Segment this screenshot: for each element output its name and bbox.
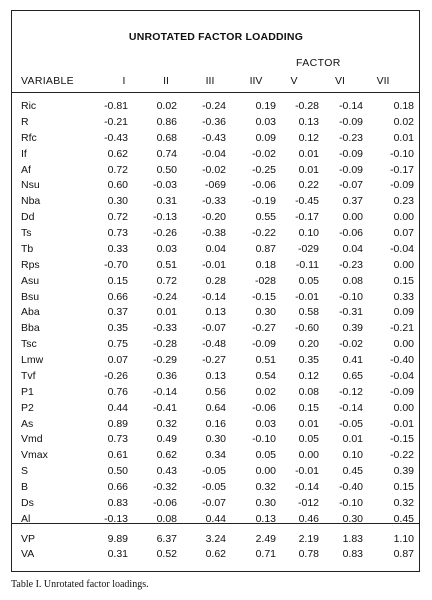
loading-cell: -0.26: [153, 227, 177, 240]
loading-cell: -0.14: [339, 100, 363, 112]
loading-cell: 0.13: [205, 306, 226, 319]
loading-cell: -0.09: [390, 385, 414, 398]
loading-cell: -0.14: [339, 401, 363, 414]
loading-cell: -0.32: [153, 481, 177, 494]
table-row: [0, 164, 432, 178]
loading-cell: 0.32: [255, 481, 276, 494]
loading-cell: 1.10: [393, 533, 414, 545]
loading-cell: 0.01: [342, 433, 363, 446]
loading-cell: -0.05: [202, 481, 226, 494]
loading-cell: 0.35: [298, 354, 319, 367]
variable-name: VA: [21, 548, 35, 560]
loading-cell: -028: [254, 274, 276, 287]
loading-cell: 0.00: [255, 465, 276, 478]
loading-cell: 0.56: [205, 385, 226, 398]
loading-cell: -0.22: [252, 227, 276, 240]
loading-cell: 0.01: [298, 163, 319, 176]
loading-cell: 0.73: [107, 227, 128, 240]
loading-cell: -0.02: [339, 338, 363, 351]
loading-cell: 0.44: [205, 512, 226, 525]
loading-cell: 0.05: [255, 449, 276, 462]
loading-cell: 0.68: [156, 131, 177, 144]
loading-cell: 0.22: [298, 179, 319, 192]
loading-cell: -069: [204, 179, 226, 192]
loading-cell: 0.31: [156, 195, 177, 208]
loading-cell: 0.08: [298, 385, 319, 398]
table-row: [0, 100, 432, 114]
variable-header: VARIABLE: [21, 75, 74, 87]
loading-cell: 0.10: [298, 227, 319, 240]
loading-cell: -0.33: [202, 195, 226, 208]
loading-cell: 2.19: [298, 533, 319, 545]
table-row: [0, 259, 432, 273]
factor-header: FACTOR: [296, 57, 341, 69]
loading-cell: 0.60: [107, 179, 128, 192]
loading-cell: 0.37: [342, 195, 363, 208]
loading-cell: -0.01: [202, 258, 226, 271]
header-rule: [11, 92, 420, 93]
loading-cell: 0.51: [255, 354, 276, 367]
table-row: [0, 418, 432, 432]
loading-cell: 0.28: [205, 274, 226, 287]
table-row: [0, 465, 432, 479]
loading-cell: -0.07: [202, 322, 226, 335]
loading-cell: -0.21: [390, 322, 414, 335]
loading-cell: -0.02: [202, 163, 226, 176]
loading-cell: 0.65: [342, 369, 363, 382]
loading-cell: -0.05: [339, 417, 363, 430]
loading-cell: -0.41: [153, 401, 177, 414]
loading-cell: 0.02: [393, 115, 414, 128]
loading-cell: 0.34: [205, 449, 226, 462]
loading-cell: 0.18: [255, 258, 276, 271]
loading-cell: 0.58: [298, 306, 319, 319]
loading-cell: -012: [297, 497, 319, 509]
loading-cell: 0.01: [298, 147, 319, 160]
loading-cell: 0.52: [156, 548, 177, 560]
loading-cell: -0.09: [390, 179, 414, 192]
loading-cell: -0.29: [153, 354, 177, 367]
variable-name: Tsc: [21, 338, 37, 351]
table-row: [0, 291, 432, 305]
loading-cell: 0.78: [298, 548, 319, 560]
loading-cell: -0.07: [339, 179, 363, 192]
loading-cell: 0.43: [156, 465, 177, 478]
column-header-2: II: [163, 75, 169, 87]
table-row: [0, 195, 432, 209]
loading-cell: -0.04: [202, 147, 226, 160]
loading-cell: -0.19: [252, 195, 276, 208]
loading-cell: 0.66: [107, 481, 128, 494]
variable-name: Rps: [21, 258, 40, 271]
loading-cell: 0.04: [205, 242, 226, 255]
table-row: [0, 370, 432, 384]
loading-cell: 0.55: [255, 211, 276, 224]
loading-cell: 0.09: [393, 306, 414, 319]
variable-name: If: [21, 147, 27, 160]
table-row: [0, 148, 432, 162]
variable-name: Ts: [21, 227, 32, 240]
table-row: [0, 243, 432, 257]
variable-name: Aba: [21, 306, 40, 319]
loading-cell: 3.24: [205, 533, 226, 545]
variable-name: Dd: [21, 211, 35, 224]
loading-cell: 0.33: [393, 290, 414, 303]
table-row: [0, 548, 432, 562]
loading-cell: -0.09: [339, 163, 363, 176]
loading-cell: 0.87: [255, 242, 276, 255]
loading-cell: -0.36: [202, 115, 226, 128]
loading-cell: -0.15: [390, 433, 414, 446]
loading-cell: 0.00: [342, 211, 363, 224]
loading-cell: -0.10: [339, 497, 363, 509]
loading-cell: 0.15: [298, 401, 319, 414]
loading-cell: 0.10: [342, 449, 363, 462]
table-caption: Table I. Unrotated factor loadings.: [11, 579, 149, 590]
loading-cell: -0.27: [202, 354, 226, 367]
variable-name: Asu: [21, 274, 40, 287]
loading-cell: 0.64: [205, 401, 226, 414]
loading-cell: 0.83: [107, 497, 128, 509]
loading-cell: 0.89: [107, 417, 128, 430]
loading-cell: -0.24: [202, 100, 226, 112]
loading-cell: 0.20: [298, 338, 319, 351]
loading-cell: -0.28: [153, 338, 177, 351]
loading-cell: 0.30: [107, 195, 128, 208]
variable-name: Al: [21, 512, 31, 525]
loading-cell: 0.50: [156, 163, 177, 176]
loading-cell: -0.22: [390, 449, 414, 462]
table-row: [0, 402, 432, 416]
loading-cell: -0.60: [295, 322, 319, 335]
loading-cell: 0.41: [342, 354, 363, 367]
loading-cell: 0.30: [255, 497, 276, 509]
loading-cell: 9.89: [107, 533, 128, 545]
loading-cell: 0.36: [156, 369, 177, 382]
loading-cell: -0.23: [339, 131, 363, 144]
table-row: [0, 227, 432, 241]
variable-name: R: [21, 115, 29, 128]
loading-cell: 0.62: [156, 449, 177, 462]
loading-cell: -0.14: [295, 481, 319, 494]
loading-cell: 0.61: [107, 449, 128, 462]
loading-cell: -0.12: [339, 385, 363, 398]
loading-cell: 0.72: [107, 163, 128, 176]
loading-cell: 0.83: [342, 548, 363, 560]
loading-cell: -0.33: [153, 322, 177, 335]
loading-cell: -0.09: [339, 115, 363, 128]
loading-cell: 0.05: [298, 433, 319, 446]
loading-cell: -0.15: [252, 290, 276, 303]
loading-cell: 0.62: [107, 147, 128, 160]
loading-cell: 0.30: [205, 433, 226, 446]
loading-cell: 0.39: [342, 322, 363, 335]
loading-cell: 0.13: [205, 369, 226, 382]
loading-cell: 2.49: [255, 533, 276, 545]
column-header-7: VII: [376, 75, 390, 87]
column-header-6: VI: [335, 75, 345, 87]
loading-cell: 0.33: [107, 242, 128, 255]
loading-cell: -0.26: [104, 369, 128, 382]
loading-cell: -0.48: [202, 338, 226, 351]
loading-cell: -0.10: [252, 433, 276, 446]
variable-name: Bba: [21, 322, 40, 335]
loading-cell: -0.23: [339, 258, 363, 271]
loading-cell: 0.73: [107, 433, 128, 446]
loading-cell: 0.46: [298, 512, 319, 525]
loading-cell: 0.00: [393, 401, 414, 414]
loading-cell: 0.62: [205, 548, 226, 560]
variable-name: S: [21, 465, 29, 478]
loading-cell: 0.01: [156, 306, 177, 319]
loading-cell: 0.09: [255, 131, 276, 144]
loading-cell: -0.17: [295, 211, 319, 224]
loading-cell: -0.40: [339, 481, 363, 494]
loading-cell: 0.07: [393, 227, 414, 240]
table-row: [0, 449, 432, 463]
loading-cell: 0.03: [255, 115, 276, 128]
loading-cell: -0.40: [390, 354, 414, 367]
loading-cell: -0.02: [252, 147, 276, 160]
loading-cell: 0.12: [298, 369, 319, 382]
loading-cell: -0.06: [252, 179, 276, 192]
loading-cell: -0.81: [104, 100, 128, 112]
variable-name: As: [21, 417, 34, 430]
loading-cell: 0.08: [156, 512, 177, 525]
table-row: [0, 322, 432, 336]
loading-cell: -0.07: [202, 497, 226, 509]
loading-cell: -0.03: [153, 179, 177, 192]
variable-name: Bsu: [21, 290, 40, 303]
table-row: [0, 513, 432, 527]
loading-cell: 0.15: [393, 274, 414, 287]
table-row: [0, 497, 432, 511]
loading-cell: -0.13: [104, 512, 128, 525]
loading-cell: 0.04: [342, 242, 363, 255]
loading-cell: 0.35: [107, 322, 128, 335]
loading-cell: -0.43: [202, 131, 226, 144]
loading-cell: 0.72: [107, 211, 128, 224]
loading-cell: 0.00: [393, 258, 414, 271]
loading-cell: 0.30: [342, 512, 363, 525]
variable-name: VP: [21, 533, 36, 545]
variable-name: Lmw: [21, 354, 44, 367]
variable-name: P2: [21, 401, 34, 414]
loading-cell: 0.51: [156, 258, 177, 271]
loading-cell: 0.00: [393, 338, 414, 351]
table-row: [0, 354, 432, 368]
column-header-4: IIV: [249, 75, 263, 87]
loading-cell: -0.21: [104, 115, 128, 128]
loading-cell: 0.05: [298, 274, 319, 287]
loading-cell: -0.14: [202, 290, 226, 303]
loading-cell: 0.74: [156, 147, 177, 160]
table-row: [0, 433, 432, 447]
variable-name: Tvf: [21, 369, 36, 382]
variable-name: Tb: [21, 242, 34, 255]
loading-cell: 0.54: [255, 369, 276, 382]
loading-cell: -0.06: [252, 401, 276, 414]
loading-cell: 0.45: [393, 512, 414, 525]
loading-cell: 0.13: [255, 512, 276, 525]
variable-name: Af: [21, 163, 31, 176]
summary-rule: [11, 523, 420, 524]
loading-cell: -0.06: [153, 497, 177, 509]
variable-name: Ric: [21, 100, 37, 112]
loading-cell: 0.12: [298, 131, 319, 144]
column-header-5: V: [290, 75, 298, 87]
loading-cell: 0.30: [255, 306, 276, 319]
loading-cell: -0.25: [252, 163, 276, 176]
variable-name: Vmd: [21, 433, 43, 446]
loading-cell: 1.83: [342, 533, 363, 545]
loading-cell: 0.01: [298, 417, 319, 430]
loading-cell: -0.01: [390, 417, 414, 430]
loading-cell: -0.38: [202, 227, 226, 240]
loading-cell: 0.71: [255, 548, 276, 560]
variable-name: Vmax: [21, 449, 48, 462]
loading-cell: -0.11: [295, 258, 319, 271]
loading-cell: 6.37: [156, 533, 177, 545]
loading-cell: 0.13: [298, 115, 319, 128]
loading-cell: -0.01: [295, 465, 319, 478]
loading-cell: 0.19: [255, 100, 276, 112]
loading-cell: 0.02: [255, 385, 276, 398]
loading-cell: -0.31: [339, 306, 363, 319]
table-row: [0, 306, 432, 320]
loading-cell: 0.00: [298, 449, 319, 462]
variable-name: Nba: [21, 195, 41, 208]
loading-cell: 0.66: [107, 290, 128, 303]
loading-cell: 0.15: [393, 481, 414, 494]
variable-name: P1: [21, 385, 34, 398]
table-row: [0, 338, 432, 352]
variable-name: Rfc: [21, 131, 37, 144]
loading-cell: -0.06: [339, 227, 363, 240]
table-row: [0, 211, 432, 225]
loading-cell: 0.07: [107, 354, 128, 367]
loading-cell: -0.04: [390, 242, 414, 255]
loading-cell: -0.09: [339, 147, 363, 160]
loading-cell: 0.49: [156, 433, 177, 446]
loading-cell: 0.08: [342, 274, 363, 287]
loading-cell: 0.72: [156, 274, 177, 287]
loading-cell: 0.45: [342, 465, 363, 478]
loading-cell: 0.31: [107, 548, 128, 560]
loading-cell: -0.17: [390, 163, 414, 176]
table-row: [0, 533, 432, 547]
loading-cell: -0.10: [390, 147, 414, 160]
loading-cell: 0.01: [393, 131, 414, 144]
loading-cell: -0.43: [104, 131, 128, 144]
loading-cell: 0.39: [393, 465, 414, 478]
loading-cell: 0.76: [107, 385, 128, 398]
table-row: [0, 116, 432, 130]
table-title: UNROTATED FACTOR LOADDING: [128, 31, 304, 43]
loading-cell: 0.87: [393, 548, 414, 560]
table-row: [0, 132, 432, 146]
loading-cell: 0.75: [107, 338, 128, 351]
loading-cell: -0.20: [202, 211, 226, 224]
loading-cell: -029: [297, 242, 319, 255]
loading-cell: 0.37: [107, 306, 128, 319]
loading-cell: 0.02: [156, 100, 177, 112]
variable-name: Nsu: [21, 179, 40, 192]
loading-cell: -0.09: [252, 338, 276, 351]
loading-cell: -0.24: [153, 290, 177, 303]
loading-cell: 0.32: [393, 497, 414, 509]
loading-cell: -0.13: [153, 211, 177, 224]
variable-name: B: [21, 481, 29, 494]
loading-cell: -0.70: [104, 258, 128, 271]
loading-cell: -0.01: [295, 290, 319, 303]
loading-cell: 0.50: [107, 465, 128, 478]
table-row: [0, 386, 432, 400]
loading-cell: 0.44: [107, 401, 128, 414]
table-row: [0, 179, 432, 193]
variable-name: Ds: [21, 497, 34, 509]
column-header-1: I: [122, 75, 126, 87]
table-row: [0, 275, 432, 289]
loading-cell: -0.04: [390, 369, 414, 382]
loading-cell: 0.00: [393, 211, 414, 224]
loading-cell: 0.03: [255, 417, 276, 430]
loading-cell: -0.05: [202, 465, 226, 478]
loading-cell: 0.18: [393, 100, 414, 112]
table-row: [0, 481, 432, 495]
loading-cell: -0.45: [295, 195, 319, 208]
loading-cell: 0.15: [107, 274, 128, 287]
loading-cell: -0.14: [153, 385, 177, 398]
loading-cell: -0.10: [339, 290, 363, 303]
loading-cell: 0.03: [156, 242, 177, 255]
loading-cell: -0.27: [252, 322, 276, 335]
loading-cell: -0.28: [295, 100, 319, 112]
loading-cell: 0.16: [205, 417, 226, 430]
loading-cell: 0.23: [393, 195, 414, 208]
loading-cell: 0.32: [156, 417, 177, 430]
loading-cell: 0.86: [156, 115, 177, 128]
column-header-3: III: [205, 75, 215, 87]
